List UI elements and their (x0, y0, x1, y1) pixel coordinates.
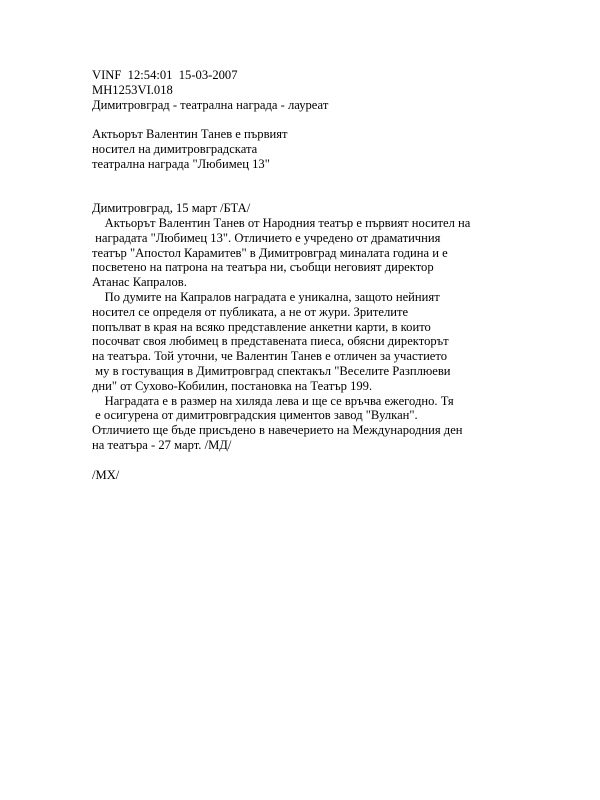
wire-header-timestamp: VINF 12:54:01 15-03-2007 (92, 68, 238, 82)
paragraph-2-line: дни" от Сухово-Кобилин, постановка на Театър 199. (92, 378, 373, 393)
paragraph-2-line: посочват своя любимец в представената пиеса, обясни директорът (92, 334, 449, 349)
headline-line-3: театрална награда "Любимец 13" (92, 156, 270, 171)
paragraph-1-line: Атанас Капралов. (92, 275, 187, 290)
paragraph-1-line: посветено на патрона на театъра ни, съобщи неговият директор (92, 260, 434, 275)
paragraph-2-line: По думите на Капралов наградата е уникална, защото нейният (92, 289, 440, 304)
paragraph-1-line: театър "Апостол Карамитев" в Димитровград миналата година и е (92, 245, 448, 260)
paragraph-2-line: носител се определя от публиката, а не от жури. Зрителите (92, 304, 409, 319)
wire-header-slug: Димитровград - театрална награда - лауреат (92, 97, 329, 112)
paragraph-3-line: Наградата е в размер на хиляда лева и ще се връчва ежегодно. Тя (92, 393, 454, 408)
paragraph-2-line: му в гостуващия в Димитровград спектакъл "Веселите Разплюеви (92, 363, 451, 378)
paragraph-2-line: на театъра. Той уточни, че Валентин Танев е отличен за участието (92, 349, 448, 364)
paragraph-3-line: Отличието ще бъде присъдено в навечерието на Международния ден (92, 423, 463, 438)
news-wire-document (92, 68, 572, 482)
headline-line-2: носител на димитровградската (92, 141, 258, 156)
paragraph-3-line: е осигурена от димитровградския циментов завод "Вулкан". (92, 408, 418, 423)
paragraph-1-line: Актьорът Валентин Танев от Народния театър е първият носител на (92, 215, 471, 230)
wire-header-id: MH1253VI.018 (92, 82, 173, 97)
paragraph-3-line: на театъра - 27 март. /МД/ (92, 437, 232, 452)
signoff: /МХ/ (92, 467, 120, 482)
spacer (92, 172, 572, 202)
paragraph-2-line: попълват в края на всяко представление анкетни карти, в които (92, 319, 431, 334)
paragraph-1-line: наградата "Любимец 13". Отличието е учредено от драматичния (92, 230, 441, 245)
dateline: Димитровград, 15 март /БТА/ (92, 201, 251, 216)
headline-line-1: Актьорът Валентин Танев е първият (92, 127, 288, 142)
spacer (92, 112, 572, 127)
spacer (92, 453, 572, 468)
